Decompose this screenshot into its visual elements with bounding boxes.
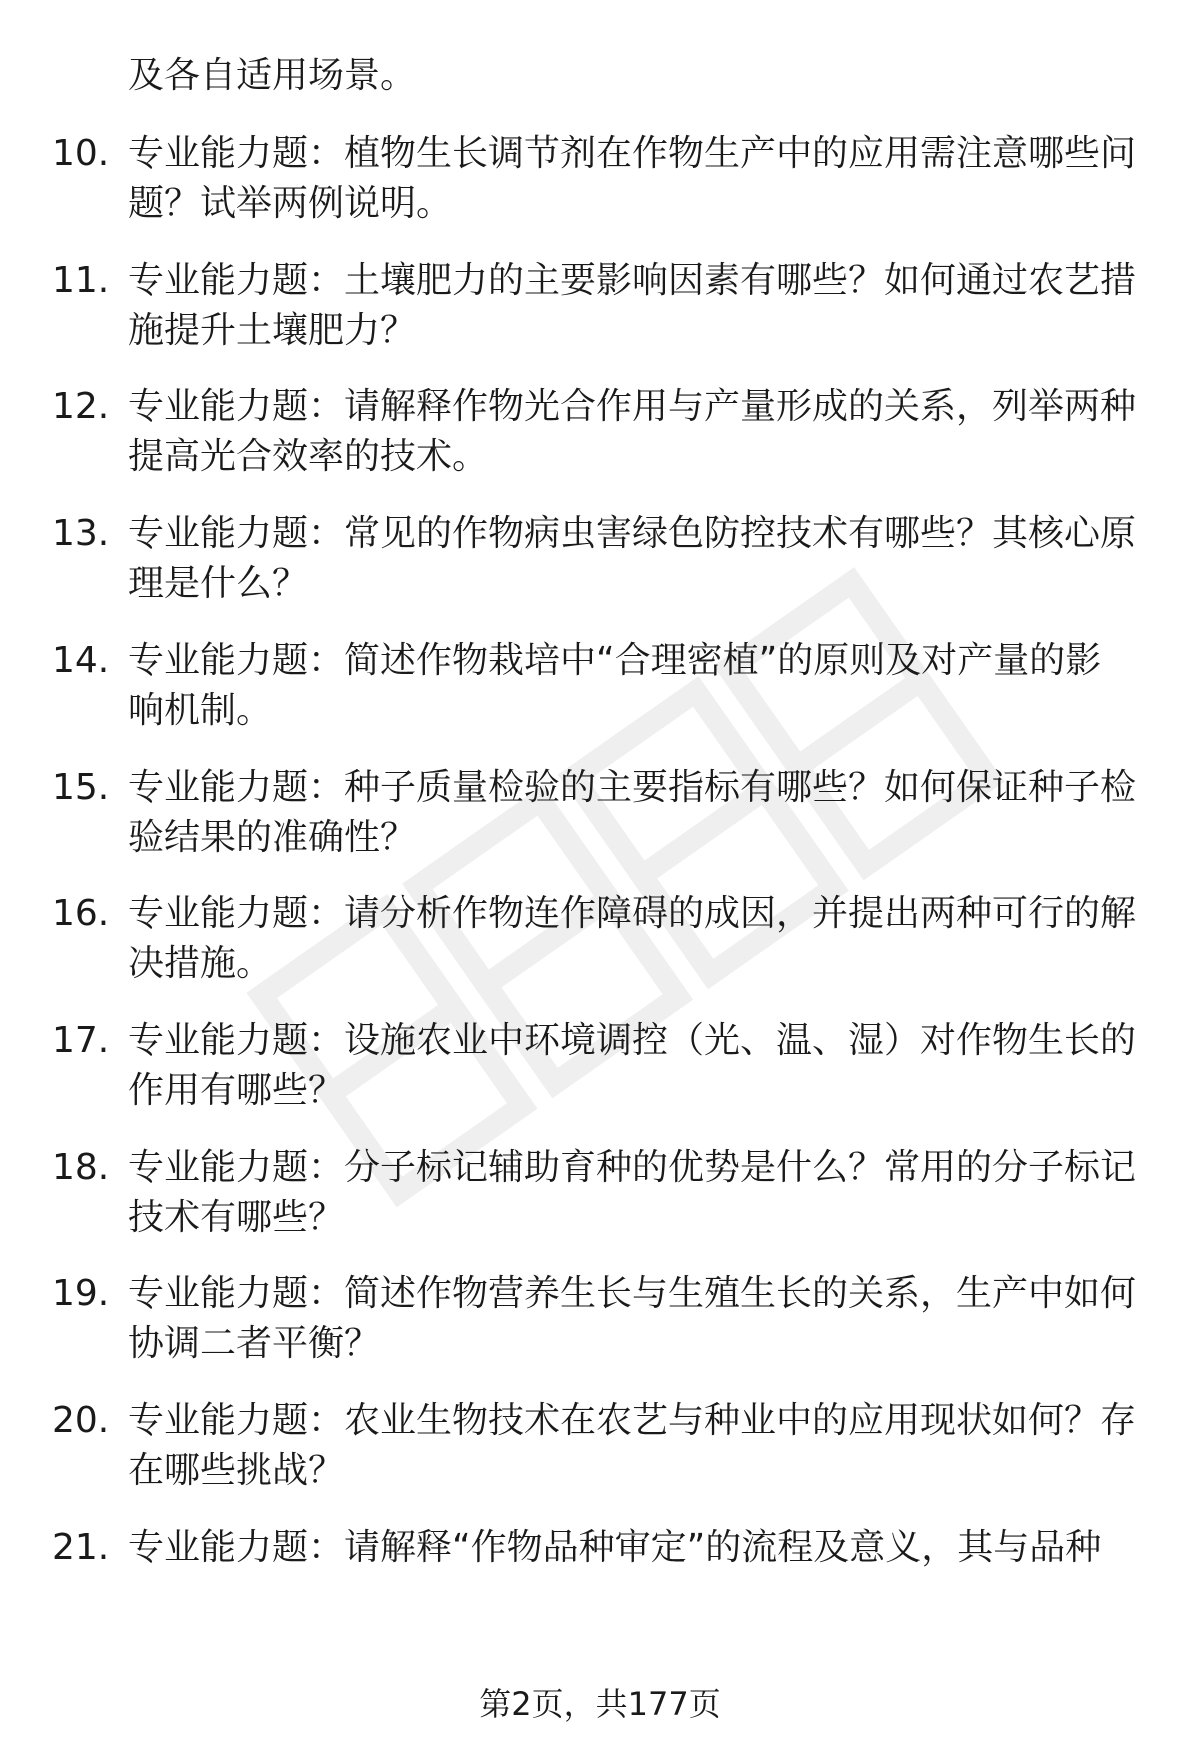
question-number: 20. <box>52 1400 110 1441</box>
question-text-line2: 作用有哪些？ <box>128 1070 345 1111</box>
question-text-line1: 专业能力题：常见的作物病虫害绿色防控技术有哪些？其核心原 <box>128 513 1137 554</box>
question-text-line1: 专业能力题：请解释“作物品种审定”的流程及意义，其与品种 <box>128 1527 1102 1568</box>
question-text-line1: 专业能力题：简述作物栽培中“合理密植”的原则及对产量的影 <box>128 640 1102 681</box>
page-footer: 第2页，共177页 <box>479 1685 721 1723</box>
question-text-line1: 专业能力题：植物生长调节剂在作物生产中的应用需注意哪些问 <box>128 133 1137 174</box>
question-text-line1: 专业能力题：土壤肥力的主要影响因素有哪些？如何通过农艺措 <box>128 260 1137 301</box>
question-number: 21. <box>52 1527 110 1568</box>
question-text-line1: 专业能力题：设施农业中环境调控（光、温、湿）对作物生长的 <box>128 1020 1137 1061</box>
question-text-line2: 理是什么？ <box>128 563 309 604</box>
question-text-line2: 决措施。 <box>128 943 273 984</box>
question-number: 13. <box>52 513 110 554</box>
question-number: 14. <box>52 640 110 681</box>
question-number: 10. <box>52 133 110 174</box>
question-text-line1: 专业能力题：简述作物营养生长与生殖生长的关系，生产中如何 <box>128 1273 1137 1314</box>
question-number: 12. <box>52 386 110 427</box>
question-number: 16. <box>52 893 110 934</box>
question-text-line1: 专业能力题：分子标记辅助育种的优势是什么？常用的分子标记 <box>128 1147 1137 1188</box>
question-text-line1: 专业能力题：请分析作物连作障碍的成因，并提出两种可行的解 <box>128 893 1137 934</box>
question-number: 17. <box>52 1020 110 1061</box>
question-text-line2: 提高光合效率的技术。 <box>128 436 489 477</box>
question-text-line2: 验结果的准确性？ <box>128 817 417 858</box>
question-text-line2: 施提升土壤肥力？ <box>128 310 417 351</box>
question-number: 18. <box>52 1147 110 1188</box>
question-text-line1: 专业能力题：请解释作物光合作用与产量形成的关系，列举两种 <box>128 386 1137 427</box>
question-number: 11. <box>52 260 110 301</box>
watermark-logo <box>200 520 1100 1220</box>
question-text-line2: 题？试举两例说明。 <box>128 183 453 224</box>
question-number: 19. <box>52 1273 110 1314</box>
continuation-line: 及各自适用场景。 <box>128 55 417 96</box>
question-text-line2: 协调二者平衡？ <box>128 1323 381 1364</box>
question-number: 15. <box>52 767 110 808</box>
question-text-line2: 在哪些挑战？ <box>128 1450 345 1491</box>
question-text-line2: 响机制。 <box>128 690 273 731</box>
question-text-line2: 技术有哪些？ <box>128 1197 345 1238</box>
question-text-line1: 专业能力题：种子质量检验的主要指标有哪些？如何保证种子检 <box>128 767 1137 808</box>
question-text-line1: 专业能力题：农业生物技术在农艺与种业中的应用现状如何？存 <box>128 1400 1137 1441</box>
